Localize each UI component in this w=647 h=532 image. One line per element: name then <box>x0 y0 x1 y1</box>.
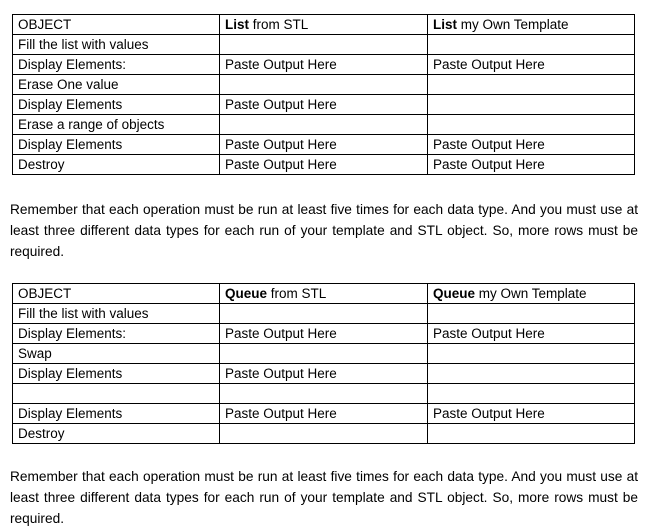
header-bold-word: Queue <box>433 286 476 301</box>
table-row <box>13 364 635 384</box>
object-cell: Display Elements <box>13 404 220 424</box>
stl-output-cell[interactable] <box>220 35 428 55</box>
table-row <box>13 304 635 324</box>
header-queue-own-template <box>428 284 635 304</box>
object-cell: Fill the list with values <box>13 304 220 324</box>
object-cell: Display Elements: <box>13 324 220 344</box>
own-output-cell[interactable] <box>428 424 635 444</box>
table-header-row <box>13 15 635 35</box>
own-output-cell[interactable] <box>428 344 635 364</box>
own-output-cell[interactable]: Paste Output Here <box>428 55 635 75</box>
object-cell: Display Elements <box>13 135 220 155</box>
stl-output-cell[interactable]: Paste Output Here <box>220 364 428 384</box>
queue-comparison-table <box>12 283 635 444</box>
header-object: OBJECT <box>13 15 220 35</box>
stl-output-cell[interactable]: Paste Output Here <box>220 55 428 75</box>
table-row <box>13 35 635 55</box>
object-cell: Erase a range of objects <box>13 115 220 135</box>
table-row <box>13 55 635 75</box>
object-cell: Destroy <box>13 424 220 444</box>
header-list-own-template <box>428 15 635 35</box>
own-output-cell[interactable] <box>428 75 635 95</box>
object-cell <box>13 384 220 404</box>
own-output-cell[interactable] <box>428 35 635 55</box>
stl-output-cell[interactable]: Paste Output Here <box>220 135 428 155</box>
header-rest: my Own Template <box>457 17 569 32</box>
stl-output-cell[interactable]: Paste Output Here <box>220 404 428 424</box>
stl-output-cell[interactable] <box>220 384 428 404</box>
object-cell: Erase One value <box>13 75 220 95</box>
object-cell: Display Elements <box>13 95 220 115</box>
own-output-cell[interactable]: Paste Output Here <box>428 155 635 175</box>
own-output-cell[interactable] <box>428 115 635 135</box>
table-row <box>13 324 635 344</box>
own-output-cell[interactable] <box>428 95 635 115</box>
object-cell: Display Elements: <box>13 55 220 75</box>
instructions-paragraph: Remember that each operation must be run at least five times for each data type. And you must use at least three different data types for each run of your template and STL object. So, more rows must be required. <box>10 202 638 259</box>
header-bold-word: List <box>433 17 458 32</box>
table-row <box>13 384 635 404</box>
object-cell: Fill the list with values <box>13 35 220 55</box>
stl-output-cell[interactable]: Paste Output Here <box>220 324 428 344</box>
instructions-paragraph: Remember that each operation must be run at least five times for each data type. And you must use at least three different data types for each run of your template and STL object. So, more rows must be required. <box>10 469 638 526</box>
header-rest: from STL <box>267 286 327 301</box>
table-row <box>13 135 635 155</box>
own-output-cell[interactable]: Paste Output Here <box>428 324 635 344</box>
header-bold-word: Queue <box>225 286 268 301</box>
header-queue-from-stl <box>220 284 428 304</box>
own-output-cell[interactable]: Paste Output Here <box>428 404 635 424</box>
stl-output-cell[interactable] <box>220 75 428 95</box>
header-rest: from STL <box>249 17 309 32</box>
stl-output-cell[interactable] <box>220 424 428 444</box>
stl-output-cell[interactable] <box>220 304 428 324</box>
header-rest: my Own Template <box>475 286 587 301</box>
table-row <box>13 424 635 444</box>
table-row <box>13 344 635 364</box>
stl-output-cell[interactable] <box>220 115 428 135</box>
own-output-cell[interactable] <box>428 364 635 384</box>
list-comparison-table <box>12 14 635 175</box>
stl-output-cell[interactable]: Paste Output Here <box>220 155 428 175</box>
header-bold-word: List <box>225 17 250 32</box>
object-cell: Display Elements <box>13 364 220 384</box>
table-row <box>13 75 635 95</box>
table-row <box>13 95 635 115</box>
own-output-cell[interactable]: Paste Output Here <box>428 135 635 155</box>
own-output-cell[interactable] <box>428 384 635 404</box>
table-header-row <box>13 284 635 304</box>
own-output-cell[interactable] <box>428 304 635 324</box>
stl-output-cell[interactable] <box>220 344 428 364</box>
table-row <box>13 115 635 135</box>
stl-output-cell[interactable]: Paste Output Here <box>220 95 428 115</box>
table-row <box>13 404 635 424</box>
header-list-from-stl <box>220 15 428 35</box>
header-object: OBJECT <box>13 284 220 304</box>
table-row <box>13 155 635 175</box>
object-cell: Destroy <box>13 155 220 175</box>
object-cell: Swap <box>13 344 220 364</box>
